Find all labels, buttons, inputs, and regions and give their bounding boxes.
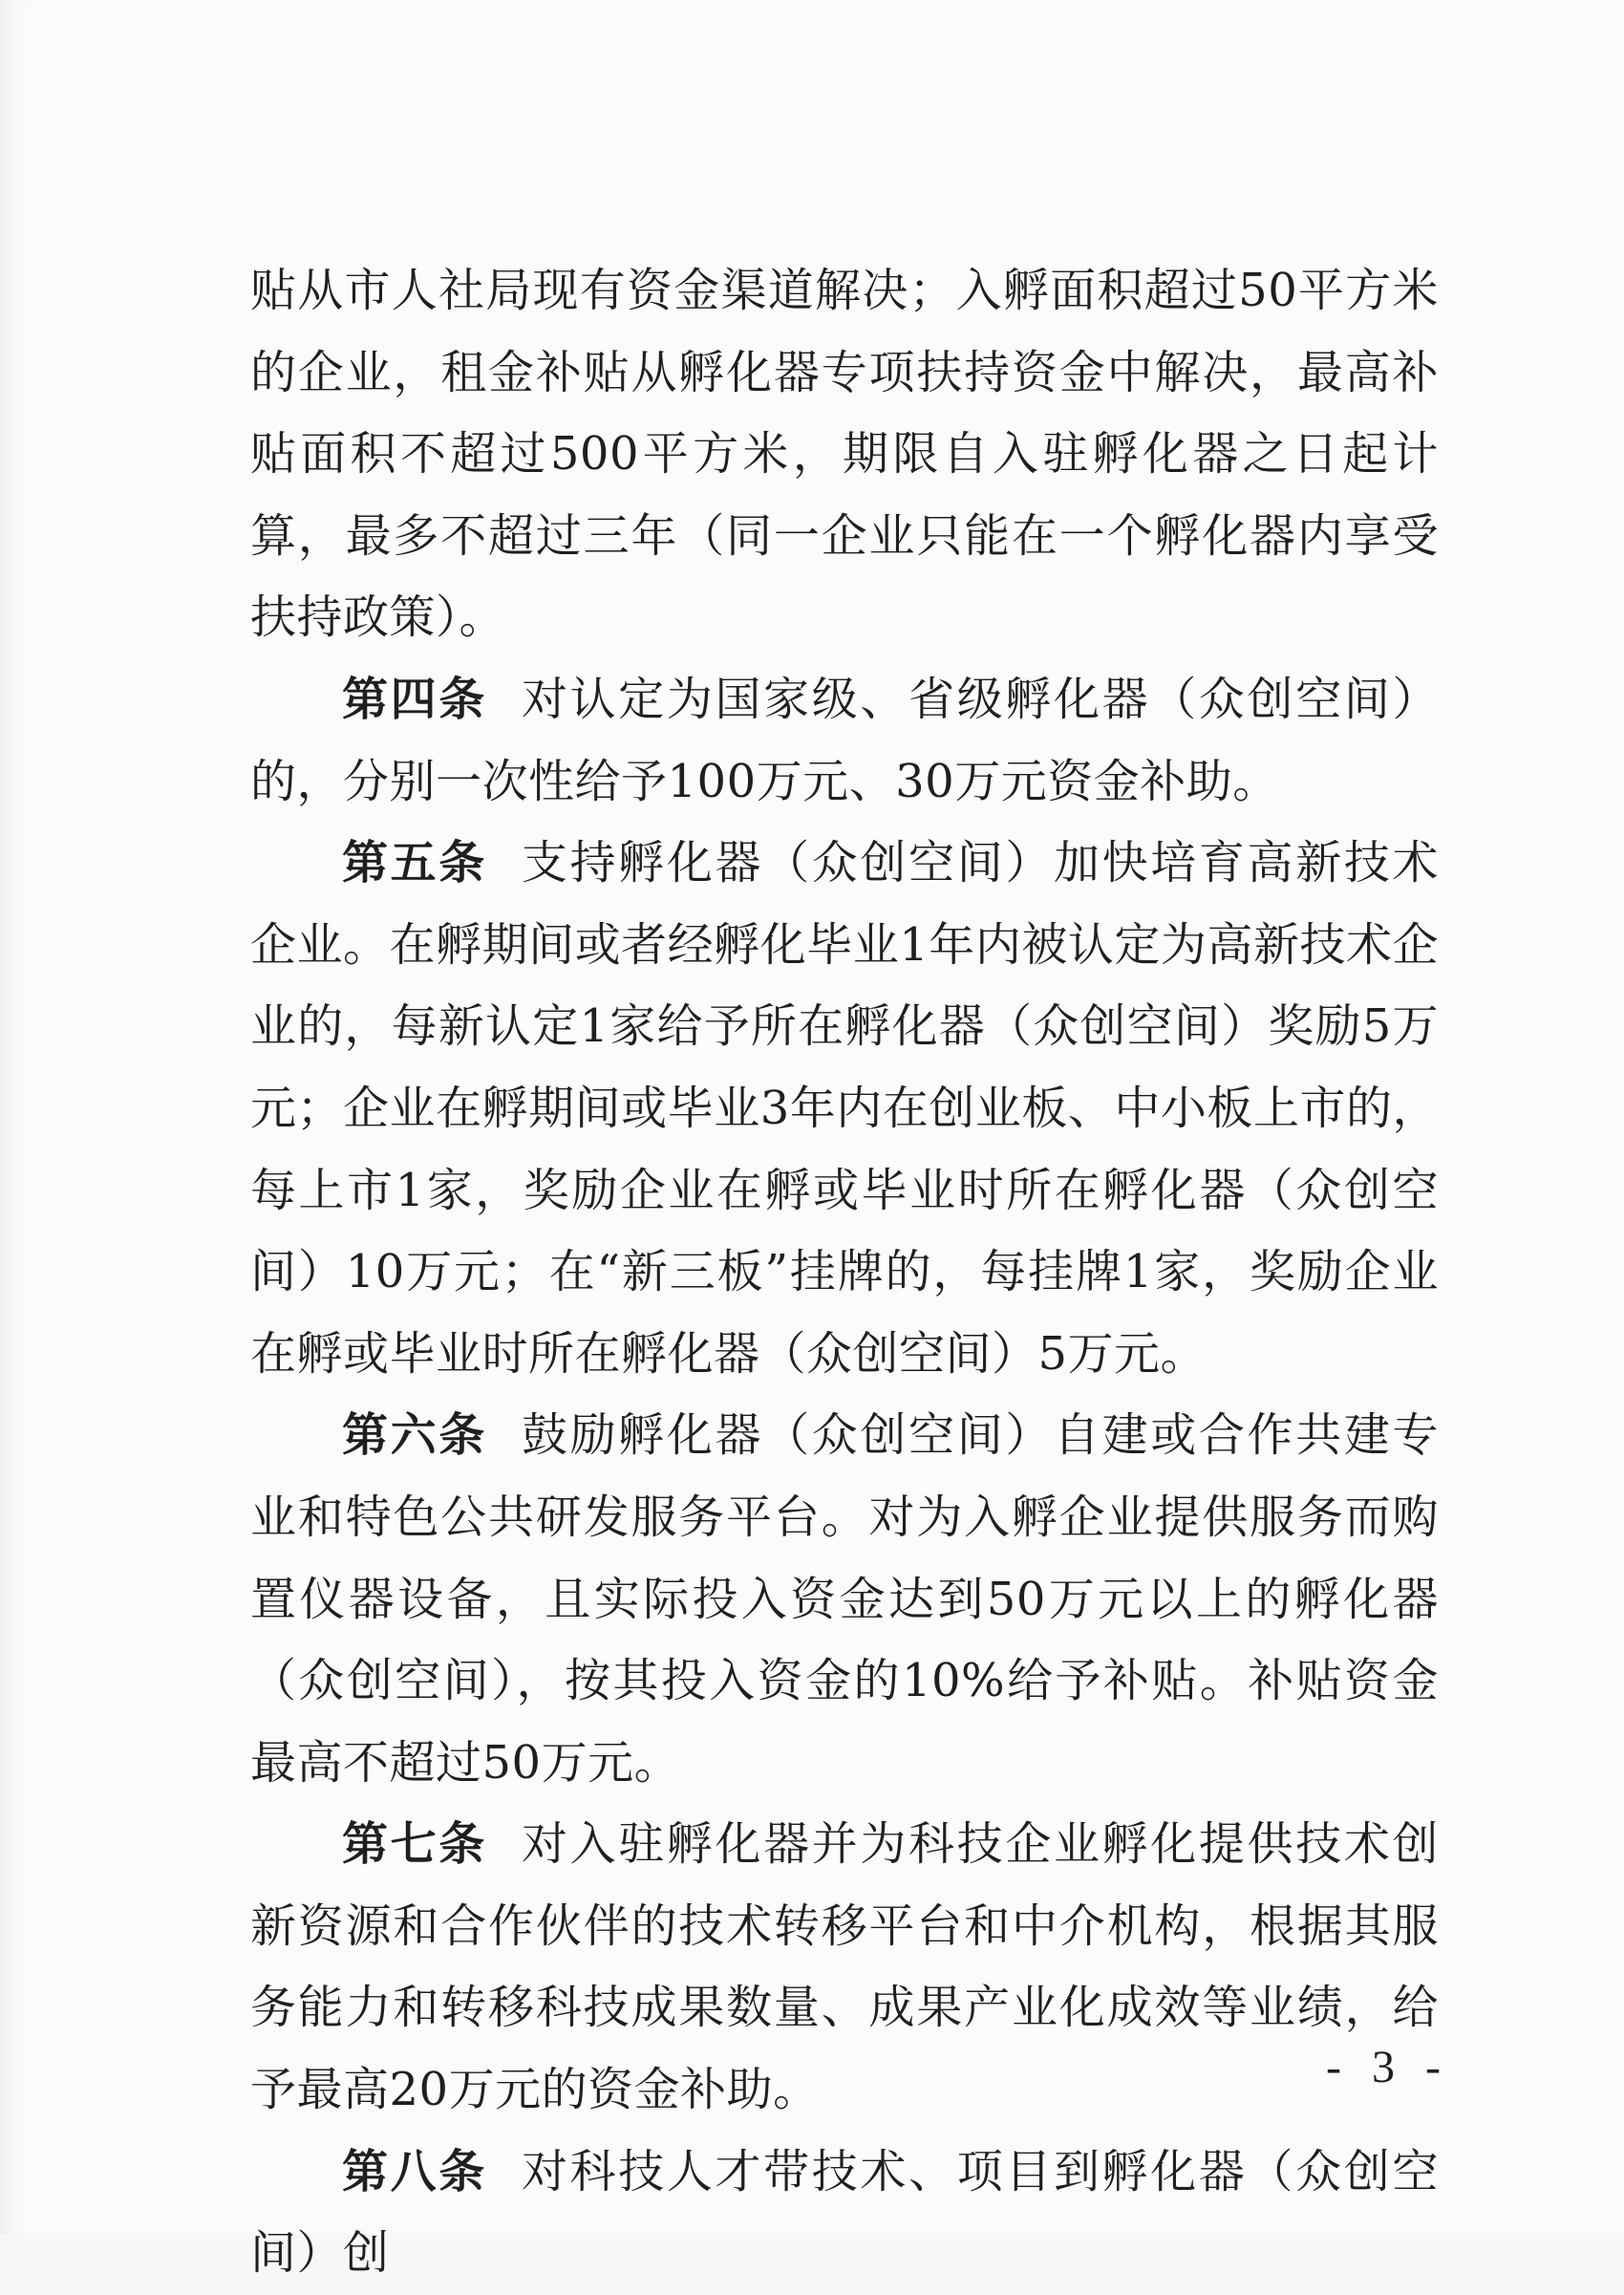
paragraph-text: 贴从市人社局现有资金渠道解决；入孵面积超过50平方米的企业，租金补贴从孵化器专项扶持资金中解决，最高补贴面积不超过500平方米，期限自入驻孵化器之日起计算，最多不超过三年（同一企业只能在一个孵化器内享受扶持政策）。 (250, 264, 1439, 645)
article-heading: 第六条 (342, 1408, 487, 1463)
article-heading: 第四条 (342, 672, 487, 726)
article-8 (250, 2132, 1439, 2295)
article-heading: 第七条 (342, 1817, 487, 1872)
document-body (250, 250, 1439, 2295)
article-text: 对科技人才带技术、项目到孵化器（众创空间）创 (250, 2144, 1439, 2281)
article-7 (250, 1804, 1439, 2131)
article-5 (250, 823, 1439, 1395)
article-text: 对认定为国家级、省级孵化器（众创空间）的，分别一次性给予100万元、30万元资金补助。 (250, 672, 1439, 808)
paragraph-continuation (250, 250, 1439, 659)
article-text: 鼓励孵化器（众创空间）自建或合作共建专业和特色公共研发服务平台。对为入孵企业提供服务而购置仪器设备，且实际投入资金达到50万元以上的孵化器（众创空间），按其投入资金的10%给予补贴。补贴资金最高不超过50万元。 (250, 1408, 1439, 1790)
article-text: 支持孵化器（众创空间）加快培育高新技术企业。在孵期间或者经孵化毕业1年内被认定为高新技术企业的，每新认定1家给予所在孵化器（众创空间）奖励5万元；企业在孵期间或毕业3年内在创业板、中小板上市的，每上市1家，奖励企业在孵或毕业时所在孵化器（众创空间）10万元；在“新三板”挂牌的，每挂牌1家，奖励企业在孵或毕业时所在孵化器（众创空间）5万元。 (250, 836, 1439, 1381)
article-heading: 第五条 (342, 836, 487, 890)
article-heading: 第八条 (342, 2144, 487, 2198)
article-4 (250, 659, 1439, 823)
article-text: 对入驻孵化器并为科技企业孵化提供技术创新资源和合作伙伴的技术转移平台和中介机构，根据其服务能力和转移科技成果数量、成果产业化成效等业绩，给予最高20万元的资金补助。 (250, 1817, 1439, 2117)
page-number: - 3 - (1326, 2042, 1450, 2092)
article-6 (250, 1395, 1439, 1804)
